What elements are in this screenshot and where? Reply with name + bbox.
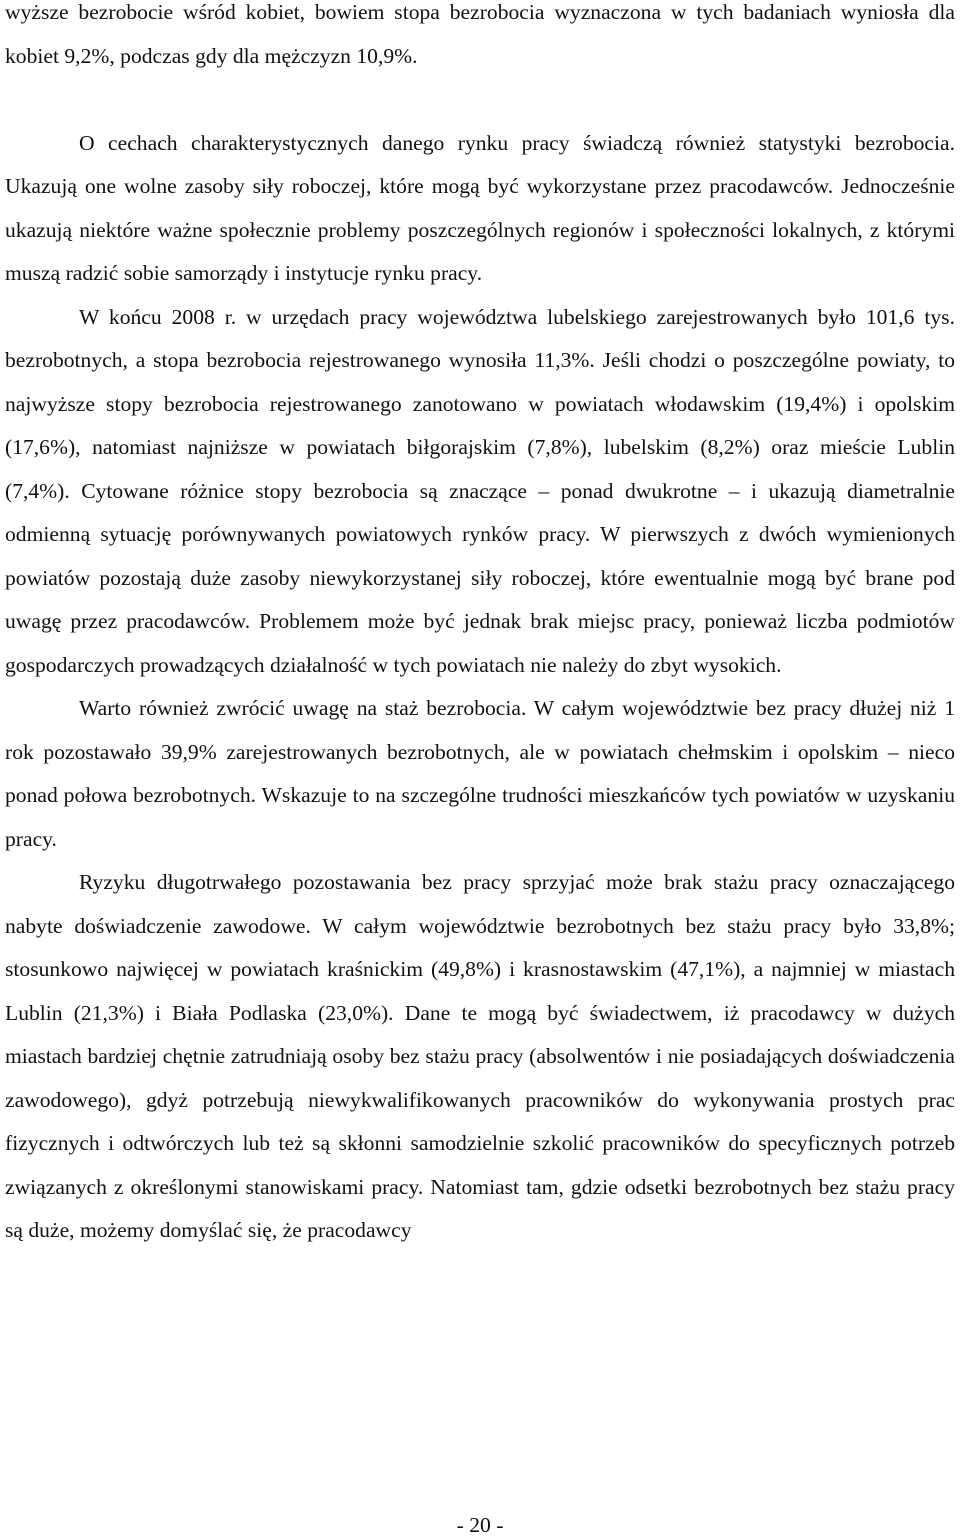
paragraph-unemployment-duration: Warto również zwrócić uwagę na staż bezrobocia. W całym województwie bez pracy dłużej niż 1 rok pozostawało 39,9% zarejestrowanych bezrobotnych, ale w powiatach chełmskim i opolskim – nieco ponad połowa bezrobotnych. Wskazuje to na szczególne trudności mieszkańców tych powiatów w uzyskaniu pracy. <box>5 696 955 851</box>
document-page <box>5 0 955 1253</box>
paragraph-unemployment-statistics: O cechach charakterystycznych danego rynku pracy świadczą również statystyki bezrobocia. Ukazują one wolne zasoby siły roboczej, które mogą być wykorzystane przez pracodawców. Jednocześnie ukazują niektóre ważne społecznie problemy poszczególnych regionów i społeczności lokalnych, z którymi muszą radzić sobie samorządy i instytucje rynku pracy. <box>5 130 955 285</box>
paragraph-lubelskie-2008: W końcu 2008 r. w urzędach pracy województwa lubelskiego zarejestrowanych było 101,6 tys. bezrobotnych, a stopa bezrobocia rejestrowanego wynosiła 11,3%. Jeśli chodzi o poszczególne powiaty, to najwyższe stopy bezrobocia rejestrowanego zanotowano w powiatach włodawskim (19,4%) i opolskim (17,6%), natomiast najniższe w powiatach biłgorajskim (7,8%), lubelskim (8,2%) oraz mieście Lublin (7,4%). Cytowane różnice stopy bezrobocia są znaczące – ponad dwukrotne – i ukazują diametralnie odmienną sytuację porównywanych powiatowych rynków pracy. W pierwszych z dwóch wymienionych powiatów pozostają duże zasoby niewykorzystanej siły roboczej, które ewentualnie mogą być brane pod uwagę przez pracodawców. Problemem może być jednak brak miejsc pracy, ponieważ liczba podmiotów gospodarczych prowadzących działalność w tych powiatach nie należy do zbyt wysokich. <box>5 304 955 677</box>
paragraph-continuation: wyższe bezrobocie wśród kobiet, bowiem stopa bezrobocia wyznaczona w tych badaniach wyniosła dla kobiet 9,2%, podczas gdy dla mężczyzn 10,9%. <box>5 0 955 68</box>
paragraph-no-work-experience: Ryzyku długotrwałego pozostawania bez pracy sprzyjać może brak stażu pracy oznaczającego nabyte doświadczenie zawodowe. W całym województwie bezrobotnych bez stażu pracy było 33,8%; stosunkowo najwięcej w powiatach kraśnickim (49,8%) i krasnostawskim (47,1%), a najmniej w miastach Lublin (21,3%) i Biała Podlaska (23,0%). Dane te mogą być świadectwem, iż pracodawcy w dużych miastach bardziej chętnie zatrudniają osoby bez stażu pracy (absolwentów i nie posiadających doświadczenia zawodowego), gdyż potrzebują niewykwalifikowanych pracowników do wykonywania prostych prac fizycznych i odtwórczych lub też są skłonni samodzielnie szkolić pracowników do specyficznych potrzeb związanych z określonymi stanowiskami pracy. Natomiast tam, gdzie odsetki bezrobotnych bez stażu pracy są duże, możemy domyślać się, że pracodawcy <box>5 870 955 1242</box>
page-number: - 20 - <box>456 1513 504 1537</box>
